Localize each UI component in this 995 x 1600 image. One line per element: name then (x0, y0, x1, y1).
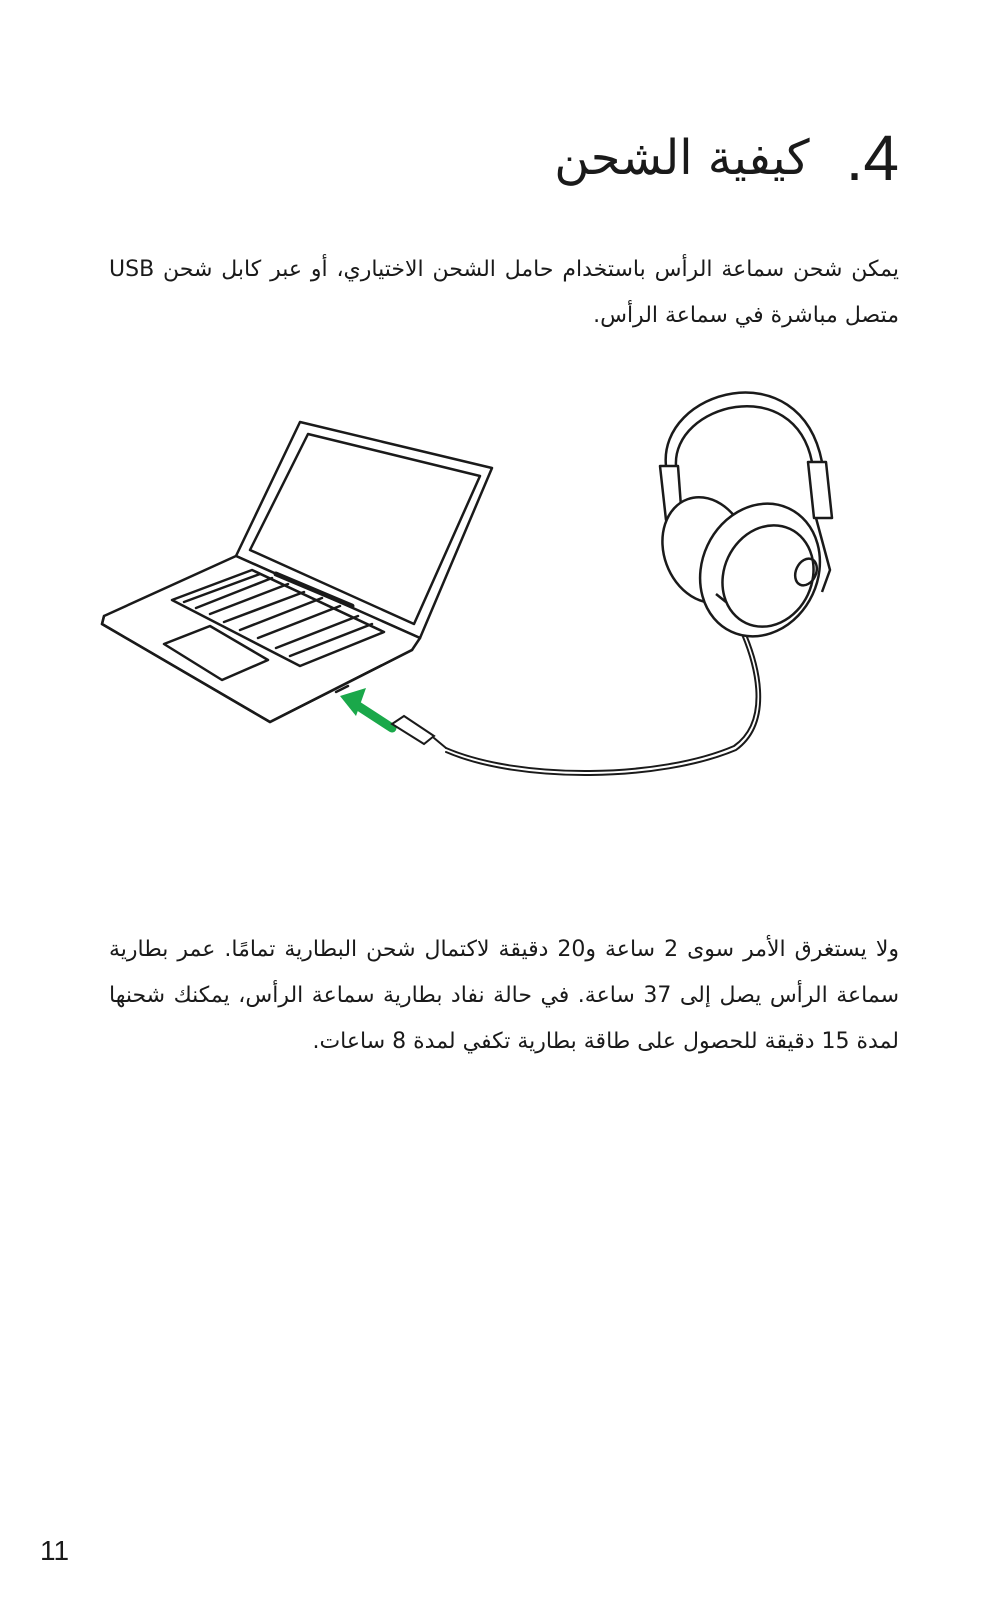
section-number: .4 (845, 122, 899, 194)
arrow-icon (340, 688, 392, 728)
laptop-icon (102, 422, 492, 722)
section-title: كيفية الشحن (554, 130, 810, 186)
charging-illustration (100, 370, 900, 810)
intro-paragraph: يمكن شحن سماعة الرأس باستخدام حامل الشحن الاختياري، أو عبر كابل شحن USB متصل مباشرة في سماعة الرأس. (109, 257, 899, 328)
headset-icon (648, 393, 841, 657)
page-number: 11 (40, 1535, 70, 1566)
section-heading (399, 108, 899, 198)
battery-paragraph: ولا يستغرق الأمر سوى 2 ساعة و20 دقيقة لاكتمال شحن البطارية تمامًا. عمر بطارية سماعة الرأس يصل إلى 37 ساعة. في حالة نفاد بطارية سماعة الرأس، يمكنك شحنها لمدة 15 دقيقة للحصول على طاقة بطارية تكفي لمدة 8 ساعات. (109, 937, 900, 1054)
usb-cable-icon (392, 602, 760, 775)
